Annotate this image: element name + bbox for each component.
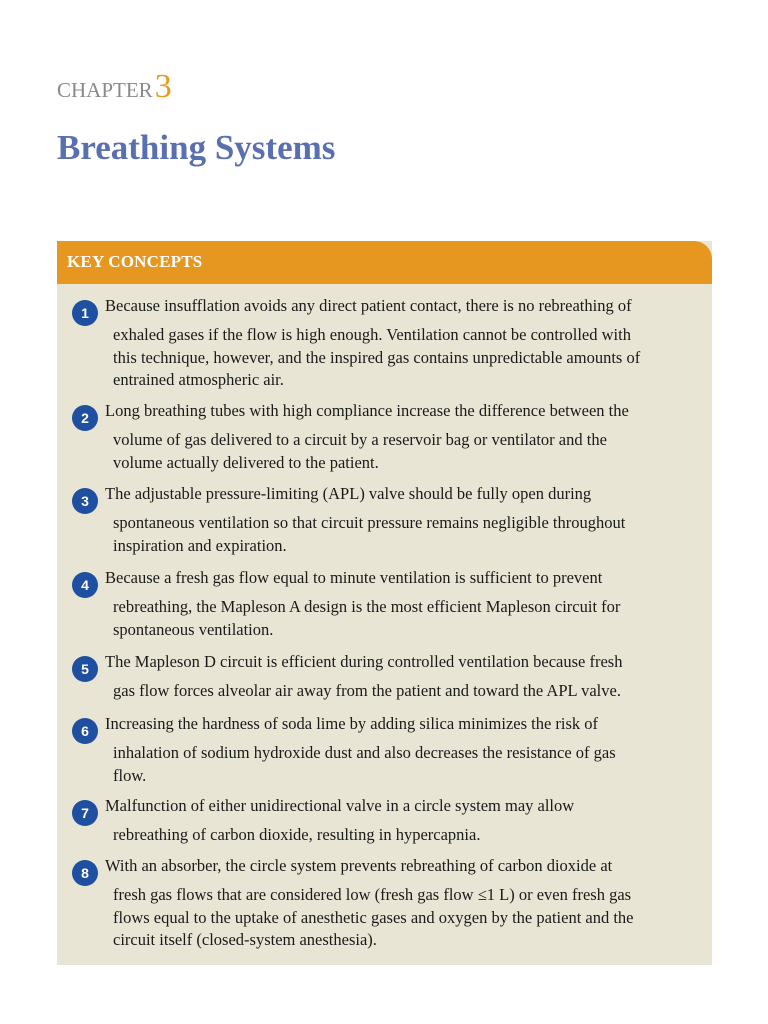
key-concept-text-line: The adjustable pressure-limiting (APL) valve should be fully open during (105, 484, 592, 503)
chapter-number: 3 (154, 68, 172, 105)
key-concept-text-line: rebreathing of carbon dioxide, resulting in hypercapnia. (113, 825, 481, 844)
key-concept-number-badge: 4 (72, 572, 98, 598)
key-concept-text-line: Malfunction of either unidirectional valve in a circle system may allow (105, 796, 575, 815)
key-concept-text-line: flows equal to the uptake of anesthetic gases and oxygen by the patient and the (113, 907, 634, 927)
key-concept-text-line: spontaneous ventilation so that circuit pressure remains negligible throughout (113, 513, 626, 532)
key-concept-text-line: circuit itself (closed-system anesthesia). (113, 930, 377, 949)
chapter-title: Breathing Systems (57, 128, 336, 167)
key-concept-text-line: fresh gas flows that are considered low (fresh gas flow ≤1 L) or even fresh gas (113, 885, 632, 904)
key-concept-number-badge: 7 (72, 800, 98, 826)
key-concept-text-line: entrained atmospheric air. (113, 370, 284, 389)
key-concept-text-line: volume of gas delivered to a circuit by a reservoir bag or ventilator and the (113, 430, 607, 449)
key-concept-number-badge: 5 (72, 656, 98, 682)
key-concept-text-line: flow. (113, 765, 147, 785)
key-concept-text-line: rebreathing, the Mapleson A design is the most efficient Mapleson circuit for (113, 597, 621, 616)
key-concept-text-line: Increasing the hardness of soda lime by adding silica minimizes the risk of (105, 714, 599, 733)
key-concept-text-line: gas flow forces alveolar air away from the patient and toward the APL valve. (113, 681, 621, 700)
key-concept-text-line: With an absorber, the circle system prevents rebreathing of carbon dioxide at (105, 856, 613, 875)
key-concept-text-line: Because insufflation avoids any direct patient contact, there is no rebreathing of (105, 296, 632, 315)
key-concepts-header (57, 241, 712, 284)
key-concept-text-line: exhaled gases if the flow is high enough. Ventilation cannot be controlled with (113, 325, 631, 344)
key-concept-number-badge: 8 (72, 860, 98, 886)
key-concept-text-line: spontaneous ventilation. (113, 619, 274, 639)
key-concept-number-badge: 2 (72, 405, 98, 431)
key-concepts-title: KEY CONCEPTS (67, 252, 203, 271)
key-concepts-box (57, 241, 712, 965)
key-concept-number-badge: 1 (72, 300, 98, 326)
key-concept-number-badge: 3 (72, 488, 98, 514)
key-concept-number-badge: 6 (72, 718, 98, 744)
key-concept-text-line: The Mapleson D circuit is efficient during controlled ventilation because fresh (105, 652, 623, 671)
key-concept-text-line: inhalation of sodium hydroxide dust and also decreases the resistance of gas (113, 743, 616, 762)
key-concept-text-line: Because a fresh gas flow equal to minute ventilation is sufficient to prevent (105, 568, 603, 587)
key-concept-text-line: this technique, however, and the inspired gas contains unpredictable amounts of (113, 347, 641, 367)
key-concept-text-line: volume actually delivered to the patient. (113, 452, 379, 472)
key-concept-text-line: Long breathing tubes with high compliance increase the difference between the (105, 401, 629, 420)
chapter-word: CHAPTER (57, 78, 153, 102)
chapter-label (57, 68, 172, 108)
key-concept-text-line: inspiration and expiration. (113, 535, 287, 555)
